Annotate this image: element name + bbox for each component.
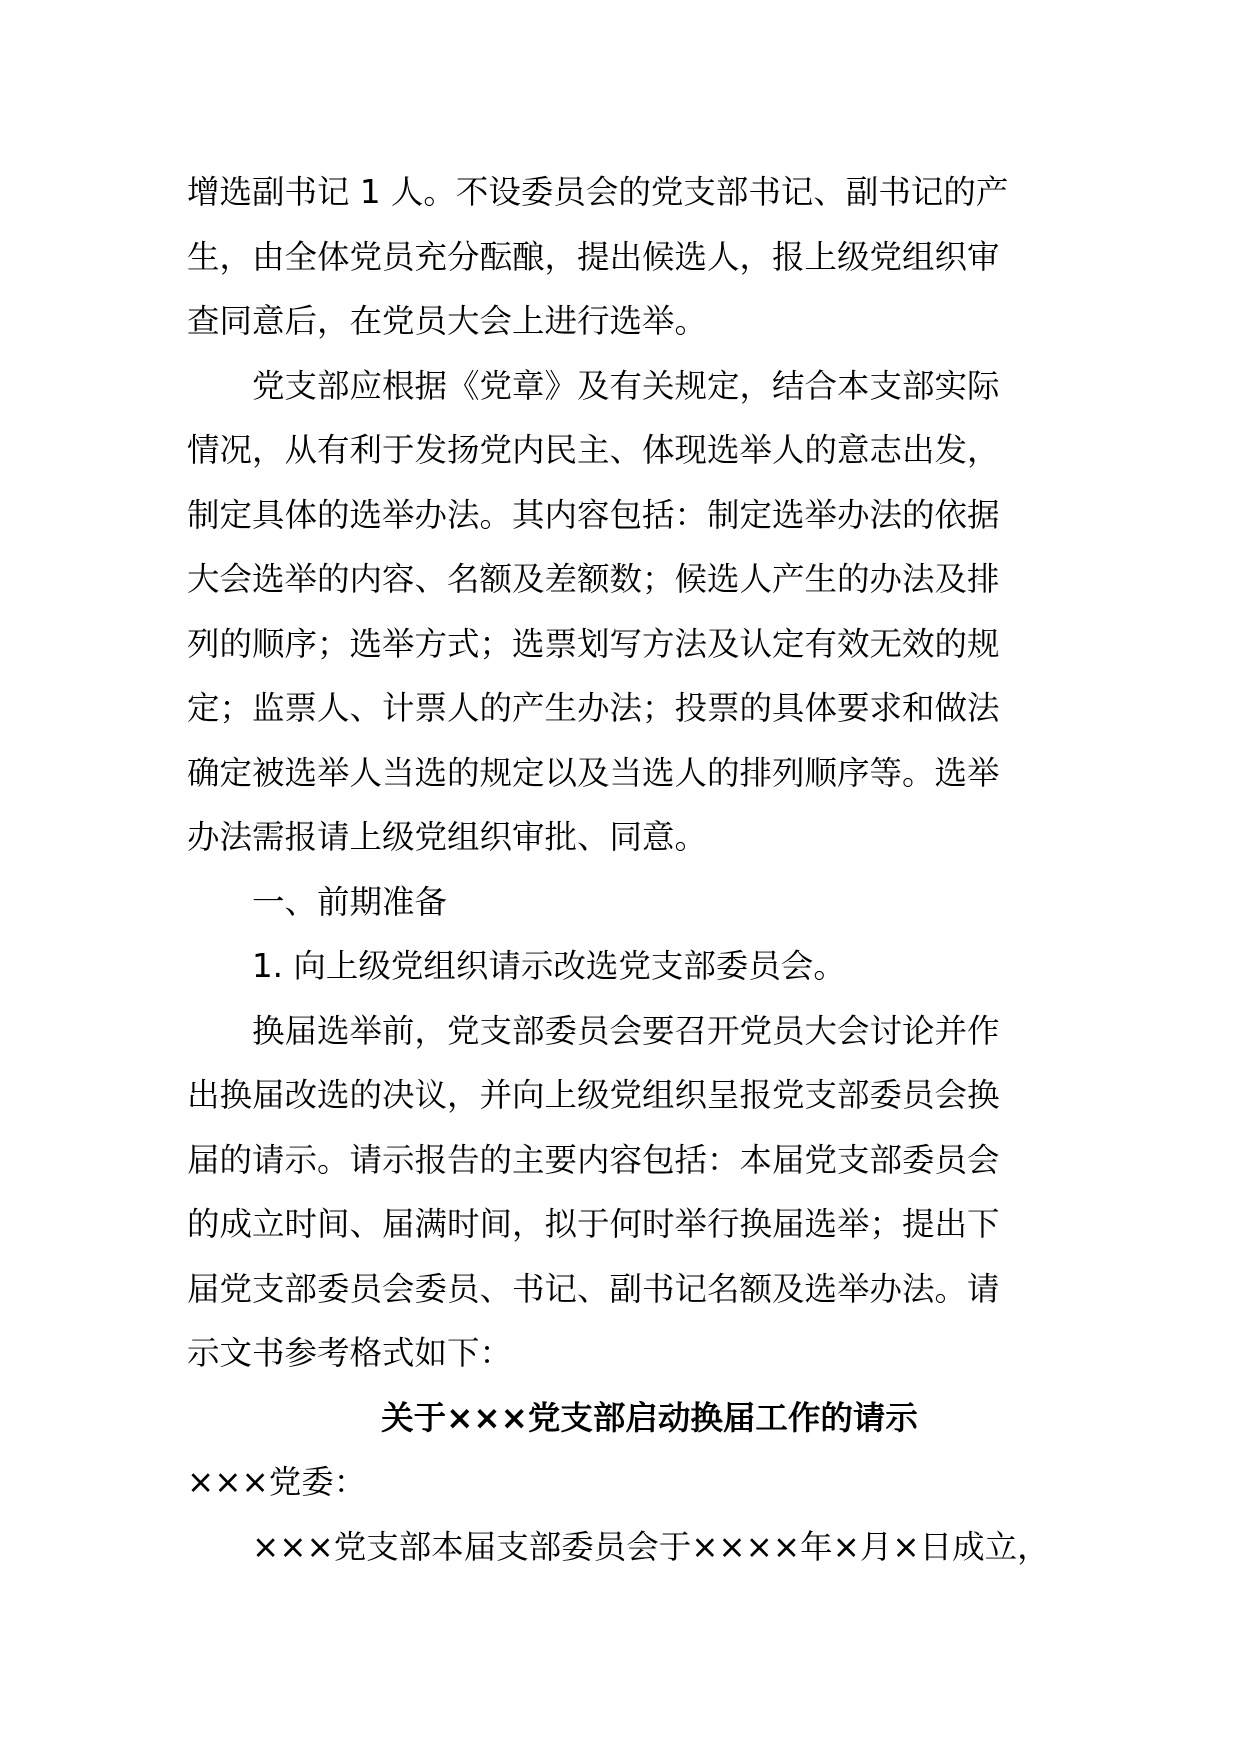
paragraph-line: 党支部应根据《党章》及有关规定，结合本支部实际: [252, 366, 1000, 405]
paragraph-line: ×××党支部本届支部委员会于××××年×月×日成立，: [252, 1527, 1050, 1566]
paragraph-line: 出换届改选的决议，并向上级党组织呈报党支部委员会换: [187, 1076, 1000, 1114]
paragraph-line: 办法需报请上级党组织审批、同意。: [187, 818, 708, 856]
subsection-heading: 1. 向上级党组织请示改选党支部委员会。: [252, 947, 846, 985]
document-body: [187, 160, 1067, 1579]
paragraph-line: 情况，从有利于发扬党内民主、体现选举人的意志出发，: [187, 431, 1000, 469]
paragraph-line: 大会选举的内容、名额及差额数；候选人产生的办法及排: [187, 560, 1000, 598]
paragraph-line: 的成立时间、届满时间，拟于何时举行换届选举；提出下: [187, 1205, 1000, 1243]
paragraph-line: 列的顺序；选举方式；选票划写方法及认定有效无效的规: [187, 624, 1000, 663]
paragraph-line: 定；监票人、计票人的产生办法；投票的具体要求和做法: [187, 689, 1000, 727]
template-title: 关于×××党支部启动换届工作的请示: [381, 1398, 918, 1437]
paragraph-line: 增选副书记 1 人。不设委员会的党支部书记、副书记的产: [187, 173, 1009, 211]
paragraph-line: 确定被选举人当选的规定以及当选人的排列顺序等。选举: [187, 753, 1000, 792]
paragraph-line: 制定具体的选举办法。其内容包括：制定选举办法的依据: [187, 495, 1000, 534]
paragraph-line: 生，由全体党员充分酝酿，提出候选人，报上级党组织审: [187, 237, 1000, 276]
addressee-line: ×××党委：: [187, 1463, 367, 1501]
paragraph-line: 届党支部委员会委员、书记、副书记名额及选举办法。请: [187, 1269, 1000, 1308]
section-heading: 一、前期准备: [252, 882, 448, 921]
paragraph-line: 届的请示。请示报告的主要内容包括：本届党支部委员会: [187, 1140, 1000, 1179]
paragraph-line: 示文书参考格式如下：: [187, 1334, 513, 1372]
paragraph-line: 换届选举前，党支部委员会要召开党员大会讨论并作: [252, 1011, 1000, 1050]
paragraph-line: 查同意后，在党员大会上进行选举。: [187, 302, 708, 340]
